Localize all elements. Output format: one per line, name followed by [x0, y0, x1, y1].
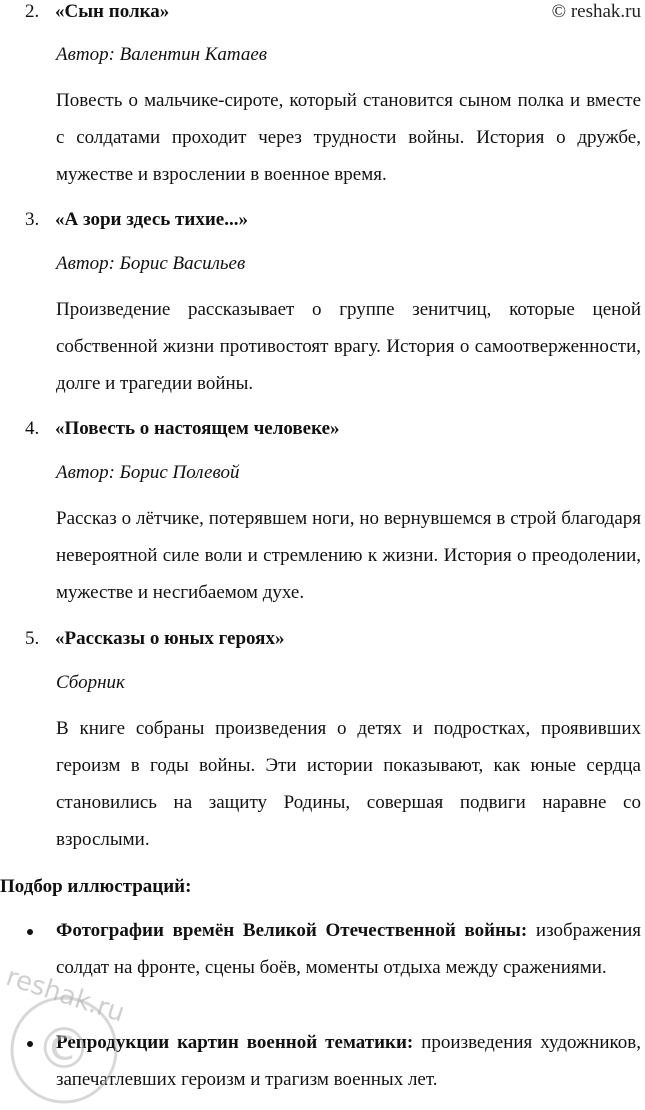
- item-number: 4.: [25, 418, 40, 439]
- item-number: 2.: [25, 1, 40, 22]
- item-description: Рассказ о лётчике, потерявшем ноги, но вернувшемся в строй благодаря невероятной силе воли и стремлению к жизни. История о преодолении, мужестве и несгибаемом духе.: [56, 508, 641, 603]
- bullet-dot-icon: [27, 1041, 33, 1047]
- bullet-bold: Репродукции картин военной тематики:: [56, 1032, 414, 1053]
- bullet-bold: Фотографии времён Великой Отечественной войны:: [56, 920, 528, 941]
- item-title: «Повесть о настоящем человеке»: [55, 418, 340, 439]
- site-watermark: © reshak.ru: [551, 1, 641, 22]
- stamp-copyright: ©: [36, 1017, 92, 1082]
- item-description: Произведение рассказывает о группе зенитчиц, которые ценой собственной жизни противостоят врагу. История о самоотверженности, долге и трагедии войны.: [56, 299, 641, 394]
- item-title: «Сын полка»: [55, 1, 170, 22]
- item-description: В книге собраны произведения о детях и подростках, проявивших героизм в годы войны. Эти истории показывают, как юные сердца становились на защиту Родины, совершая подвиги наравне со взрослыми.: [56, 718, 641, 850]
- item-author: Автор: Валентин Катаев: [56, 44, 268, 65]
- item-author: Сборник: [56, 672, 125, 693]
- item-title: «А зори здесь тихие...»: [55, 209, 248, 230]
- stamp-text: reshak.ru: [2, 962, 129, 1029]
- item-title: «Рассказы о юных героях»: [55, 628, 285, 649]
- item-description: Повесть о мальчике-сироте, который становится сыном полка и вместе с солдатами проходит через трудности войны. История о дружбе, мужестве и взрослении в военное время.: [56, 90, 641, 185]
- item-author: Автор: Борис Васильев: [56, 253, 246, 274]
- bullet-rest: произведения художников, запечатлевших героизм и трагизм военных лет.: [56, 1032, 641, 1090]
- section-heading: Подбор иллюстраций:: [0, 876, 192, 897]
- bullet-text: [56, 1024, 641, 1098]
- item-author: Автор: Борис Полевой: [56, 462, 240, 483]
- item-number: 3.: [25, 209, 40, 230]
- bullet-text: [56, 912, 641, 986]
- bullet-dot-icon: [27, 929, 33, 935]
- bullet-rest: изображения солдат на фронте, сцены боёв, моменты отдыха между сражениями.: [56, 920, 641, 978]
- item-number: 5.: [25, 628, 40, 649]
